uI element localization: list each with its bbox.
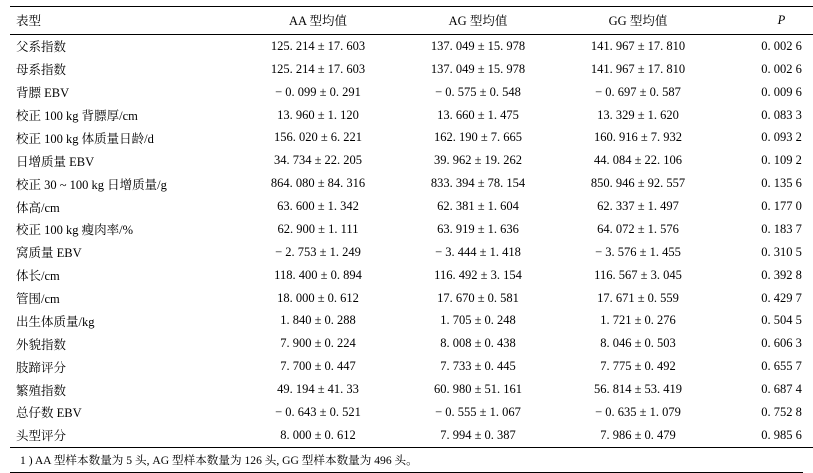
table-row <box>10 35 813 58</box>
cell-p-value: 0. 093 2 <box>761 130 802 145</box>
cell-ag-mean: 162. 190 ± 7. 665 <box>433 130 523 145</box>
cell-ag-mean: 60. 980 ± 51. 161 <box>433 382 523 397</box>
cell-ag-mean: 62. 381 ± 1. 604 <box>437 199 519 214</box>
cell-ag-mean: − 3. 444 ± 1. 418 <box>435 244 521 259</box>
cell-aa-mean: 7. 900 ± 0. 224 <box>280 336 356 351</box>
cell-gg-mean: − 0. 697 ± 0. 587 <box>595 84 681 99</box>
cell-gg-mean: 160. 916 ± 7. 932 <box>593 130 683 145</box>
cell-phenotype: 日增质量 EBV <box>16 154 95 169</box>
cell-phenotype: 肢蹄评分 <box>16 360 67 375</box>
table-row <box>10 58 813 81</box>
cell-phenotype: 管围/cm <box>16 292 60 307</box>
cell-ag-mean: 63. 919 ± 1. 636 <box>437 221 519 236</box>
cell-aa-mean: 156. 020 ± 6. 221 <box>273 130 363 145</box>
cell-phenotype: 头型评分 <box>10 424 238 447</box>
table-row <box>10 149 813 172</box>
cell-phenotype: 繁殖指数 <box>16 383 67 398</box>
cell-aa-mean: 7. 700 ± 0. 447 <box>280 359 356 374</box>
table-row <box>10 241 813 264</box>
cell-aa-mean: 864. 080 ± 84. 316 <box>270 176 366 191</box>
column-header-p-value: P <box>718 7 813 35</box>
column-header-ag-mean: AG 型均值 <box>398 7 558 35</box>
table-row <box>10 378 813 401</box>
cell-phenotype: 背膘 EBV <box>16 86 70 101</box>
table-row <box>10 310 813 333</box>
column-header-gg-mean: GG 型均值 <box>558 7 718 35</box>
cell-p-value: 0. 002 6 <box>761 38 802 53</box>
cell-p-value: 0. 504 5 <box>761 313 802 328</box>
cell-phenotype: 校正 100 kg 背膘厚/cm <box>16 109 138 124</box>
table-row <box>10 287 813 310</box>
cell-aa-mean: 18. 000 ± 0. 612 <box>277 290 359 305</box>
cell-gg-mean: 44. 084 ± 22. 106 <box>593 153 683 168</box>
cell-phenotype: 校正 100 kg 体质量日龄/d <box>16 131 154 146</box>
table-row <box>10 401 813 424</box>
table-row <box>10 172 813 195</box>
cell-gg-mean: 141. 967 ± 17. 810 <box>590 61 686 76</box>
cell-p-value: 0. 083 3 <box>761 107 802 122</box>
cell-p-value: 0. 310 5 <box>761 244 802 259</box>
cell-aa-mean: 34. 734 ± 22. 205 <box>273 153 363 168</box>
cell-p-value: 0. 002 6 <box>761 61 802 76</box>
cell-p-value: 0. 109 2 <box>761 153 802 168</box>
cell-ag-mean: − 0. 575 ± 0. 548 <box>435 84 521 99</box>
table-row <box>10 218 813 241</box>
cell-aa-mean: 125. 214 ± 17. 603 <box>270 38 366 53</box>
table-header-row <box>10 7 813 35</box>
table-header <box>10 7 813 35</box>
cell-phenotype: 体长/cm <box>16 269 60 284</box>
cell-phenotype: 母系指数 <box>16 63 67 78</box>
cell-ag-mean: 13. 660 ± 1. 475 <box>437 107 519 122</box>
cell-p-value: 0. 009 6 <box>761 84 802 99</box>
cell-aa-mean: 1. 840 ± 0. 288 <box>280 313 356 328</box>
cell-p-value: 0. 177 0 <box>761 199 802 214</box>
table-body <box>10 35 813 448</box>
cell-aa-mean: 125. 214 ± 17. 603 <box>270 61 366 76</box>
cell-aa-mean: 49. 194 ± 41. 33 <box>277 382 359 397</box>
cell-gg-mean: 64. 072 ± 1. 576 <box>597 221 679 236</box>
cell-ag-mean: 8. 008 ± 0. 438 <box>440 336 516 351</box>
cell-ag-mean: 137. 049 ± 15. 978 <box>430 61 526 76</box>
cell-phenotype: 体高/cm <box>16 200 60 215</box>
cell-gg-mean: 116. 567 ± 3. 045 <box>594 267 682 282</box>
table-row <box>10 355 813 378</box>
phenotype-statistics-table <box>10 6 813 448</box>
cell-phenotype: 总仔数 EBV <box>16 406 82 421</box>
cell-gg-mean: 56. 814 ± 53. 419 <box>593 382 683 397</box>
column-header-aa-mean: AA 型均值 <box>238 7 398 35</box>
cell-gg-mean: 7. 986 ± 0. 479 <box>558 424 718 447</box>
cell-ag-mean: 7. 994 ± 0. 387 <box>398 424 558 447</box>
cell-ag-mean: 39. 962 ± 19. 262 <box>433 153 523 168</box>
cell-ag-mean: 7. 733 ± 0. 445 <box>440 359 516 374</box>
cell-phenotype: 窝质量 EBV <box>16 246 82 261</box>
cell-gg-mean: − 0. 635 ± 1. 079 <box>595 404 681 419</box>
table-row <box>10 424 813 447</box>
cell-p-value: 0. 429 7 <box>761 290 802 305</box>
cell-ag-mean: 1. 705 ± 0. 248 <box>440 313 516 328</box>
cell-ag-mean: 116. 492 ± 3. 154 <box>434 267 522 282</box>
table-row <box>10 127 813 150</box>
cell-aa-mean: 118. 400 ± 0. 894 <box>274 267 362 282</box>
cell-p-value: 0. 752 8 <box>761 404 802 419</box>
cell-gg-mean: 1. 721 ± 0. 276 <box>600 313 676 328</box>
table-footnote: 1 ) AA 型样本数量为 5 头, AG 型样本数量为 126 头, GG 型样本数量为 496 头。 <box>10 452 803 473</box>
cell-p-value: 0. 655 7 <box>761 359 802 374</box>
cell-phenotype: 外貌指数 <box>16 337 67 352</box>
cell-phenotype: 父系指数 <box>16 40 67 55</box>
cell-aa-mean: 8. 000 ± 0. 612 <box>238 424 398 447</box>
cell-gg-mean: 62. 337 ± 1. 497 <box>597 199 679 214</box>
cell-aa-mean: 63. 600 ± 1. 342 <box>277 199 359 214</box>
cell-ag-mean: 833. 394 ± 78. 154 <box>430 176 526 191</box>
cell-phenotype: 校正 100 kg 瘦肉率/% <box>16 223 134 238</box>
cell-aa-mean: 62. 900 ± 1. 111 <box>277 221 359 236</box>
cell-p-value: 0. 135 6 <box>761 176 802 191</box>
cell-gg-mean: 17. 671 ± 0. 559 <box>597 290 679 305</box>
table-row <box>10 104 813 127</box>
cell-ag-mean: 17. 670 ± 0. 581 <box>437 290 519 305</box>
cell-p-value: 0. 985 6 <box>718 424 813 447</box>
cell-gg-mean: − 3. 576 ± 1. 455 <box>595 244 681 259</box>
table-row <box>10 332 813 355</box>
cell-p-value: 0. 606 3 <box>761 336 802 351</box>
table-row <box>10 81 813 104</box>
cell-ag-mean: 137. 049 ± 15. 978 <box>430 38 526 53</box>
cell-p-value: 0. 687 4 <box>761 382 802 397</box>
cell-phenotype: 出生体质量/kg <box>16 314 95 329</box>
cell-phenotype: 校正 30 ~ 100 kg 日增质量/g <box>16 177 167 192</box>
cell-p-value: 0. 392 8 <box>761 267 802 282</box>
cell-gg-mean: 8. 046 ± 0. 503 <box>600 336 676 351</box>
cell-ag-mean: − 0. 555 ± 1. 067 <box>435 404 521 419</box>
cell-gg-mean: 13. 329 ± 1. 620 <box>597 107 679 122</box>
cell-aa-mean: 13. 960 ± 1. 120 <box>277 107 359 122</box>
cell-gg-mean: 850. 946 ± 92. 557 <box>590 176 686 191</box>
cell-aa-mean: − 2. 753 ± 1. 249 <box>275 244 361 259</box>
table-row <box>10 264 813 287</box>
cell-p-value: 0. 183 7 <box>761 221 802 236</box>
column-header-phenotype: 表型 <box>10 7 238 35</box>
cell-aa-mean: − 0. 099 ± 0. 291 <box>275 84 361 99</box>
cell-gg-mean: 7. 775 ± 0. 492 <box>600 359 676 374</box>
cell-gg-mean: 141. 967 ± 17. 810 <box>590 38 686 53</box>
table-row <box>10 195 813 218</box>
cell-aa-mean: − 0. 643 ± 0. 521 <box>275 404 361 419</box>
